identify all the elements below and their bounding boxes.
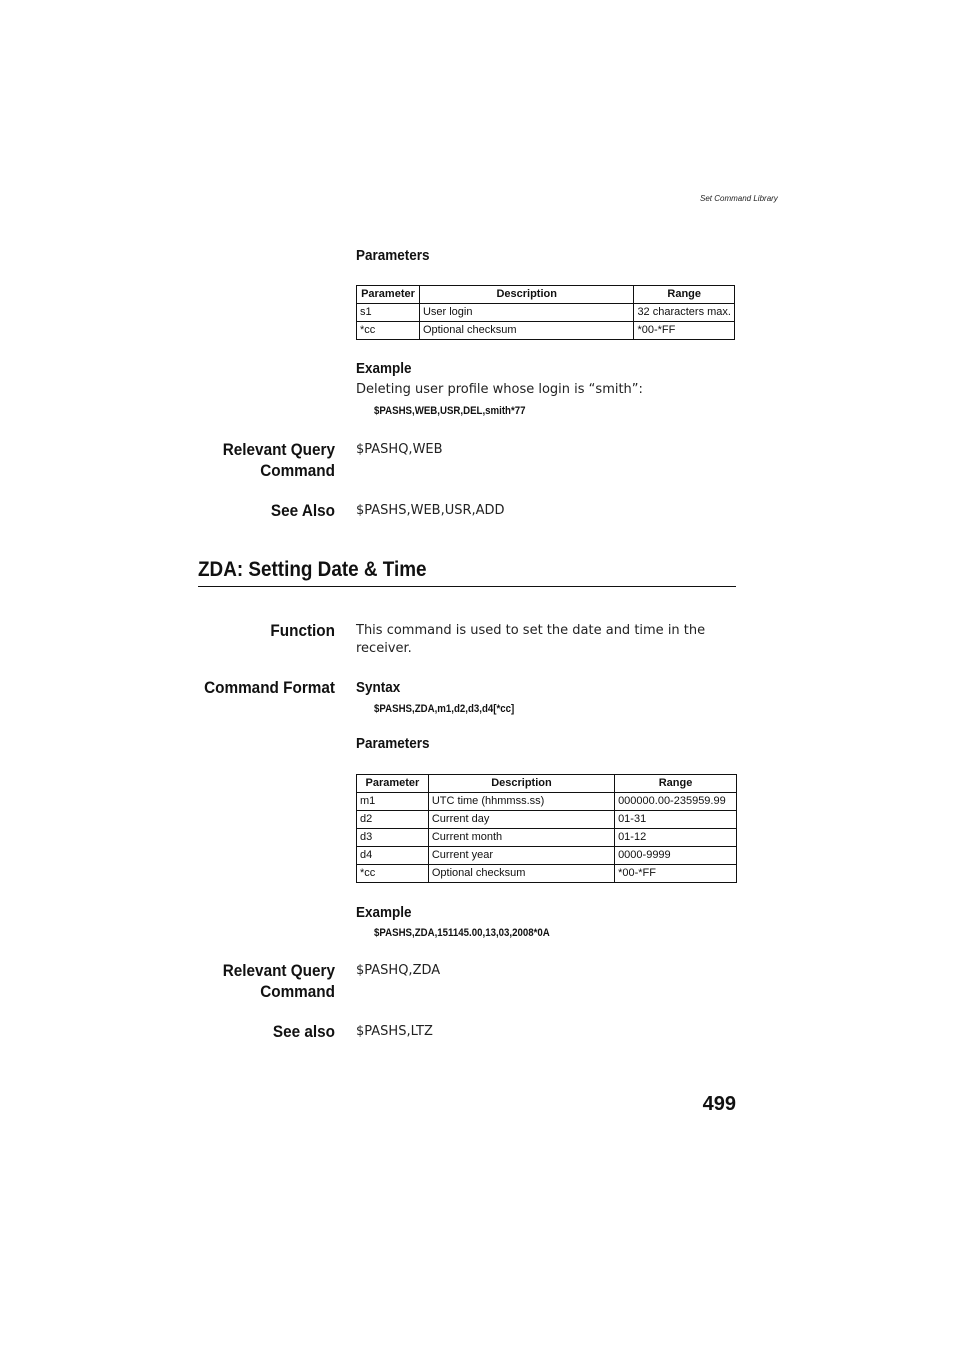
syntax-heading: Syntax [356,679,401,696]
function-text-line2: receiver. [356,641,412,656]
running-head: Set Command Library [700,194,778,203]
syntax-code: $PASHS,ZDA,m1,d2,d3,d4[*cc] [374,703,515,715]
function-text [356,622,705,658]
column-header: Range [615,775,737,793]
table-cell: UTC time (hhmmss.ss) [428,793,614,811]
table-cell: d3 [357,829,429,847]
column-header: Range [634,286,735,304]
table-cell: d4 [357,847,429,865]
see-also-label: See Also [270,501,335,520]
table-header-row [357,286,735,304]
column-header: Parameter [357,775,429,793]
table-cell: User login [419,304,633,322]
table-cell: Optional checksum [428,865,614,883]
relevant-query-label-line1: Relevant Query [222,961,335,980]
table-cell: Current month [428,829,614,847]
see-also-label: See also [272,1022,335,1041]
column-header: Parameter [357,286,420,304]
example-heading: Example [356,360,412,377]
section-title: ZDA: Setting Date & Time [198,558,427,581]
table-header-row [357,775,737,793]
table-cell: Current year [428,847,614,865]
see-also-value: $PASHS,LTZ [356,1024,433,1039]
relevant-query-label [119,960,335,1002]
relevant-query-label-line2: Command [260,982,335,1001]
function-text-line1: This command is used to set the date and time in the [356,623,706,638]
parameters-table [356,285,735,340]
column-header: Description [419,286,633,304]
function-label: Function [270,621,335,640]
see-also-value: $PASHS,WEB,USR,ADD [356,503,505,518]
table-cell: Current day [428,811,614,829]
example-text: Deleting user profile whose login is “smith”: [356,382,643,397]
table-row [357,322,735,340]
table-cell: s1 [357,304,420,322]
table-cell: 0000-9999 [615,847,737,865]
relevant-query-value: $PASHQ,ZDA [356,963,441,978]
parameters-heading: Parameters [356,247,430,264]
table-cell: 000000.00-235959.99 [615,793,737,811]
command-format-label: Command Format [204,678,335,697]
parameters-table [356,774,737,883]
table-cell: 32 characters max. [634,304,735,322]
table-cell: *00-*FF [634,322,735,340]
table-cell: *00-*FF [615,865,737,883]
table-row [357,811,737,829]
page-number: 499 [702,1093,736,1115]
table-cell: *cc [357,322,420,340]
relevant-query-label [119,439,335,481]
table-row [357,829,737,847]
column-header: Description [428,775,614,793]
parameters-heading: Parameters [356,735,430,752]
relevant-query-label-line2: Command [260,461,335,480]
relevant-query-label-line1: Relevant Query [222,440,335,459]
table-cell: m1 [357,793,429,811]
example-heading: Example [356,904,412,921]
section-rule [198,586,736,587]
table-cell: Optional checksum [419,322,633,340]
table-row [357,865,737,883]
example-code: $PASHS,WEB,USR,DEL,smith*77 [374,405,526,417]
table-cell: 01-31 [615,811,737,829]
relevant-query-value: $PASHQ,WEB [356,442,443,457]
table-row [357,847,737,865]
example-code: $PASHS,ZDA,151145.00,13,03,2008*0A [374,927,550,939]
table-cell: 01-12 [615,829,737,847]
table-cell: *cc [357,865,429,883]
table-cell: d2 [357,811,429,829]
table-row [357,793,737,811]
table-row [357,304,735,322]
